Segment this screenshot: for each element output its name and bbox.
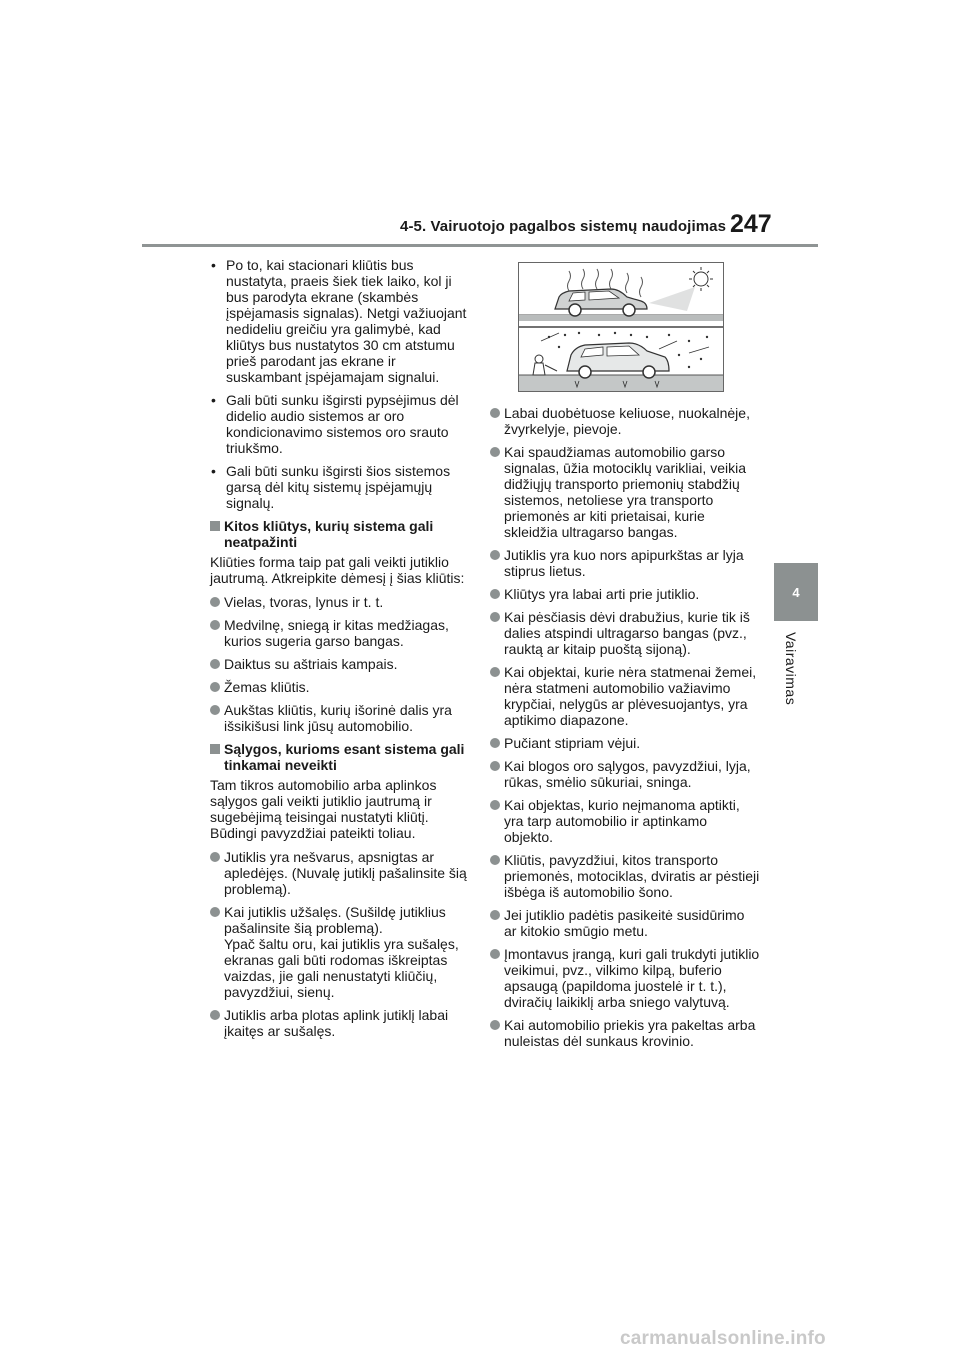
- list-item: Jutiklis arba plotas aplink jutiklį labai įkaitęs ar sušalęs.: [210, 1007, 472, 1039]
- list-item: Labai duobėtuose keliuose, nuokalnėje, žvyrkelyje, pievoje.: [490, 405, 760, 437]
- dot-bullet-icon: [210, 1010, 220, 1020]
- dot-bullet-icon: [490, 910, 500, 920]
- dot-bullet-icon: [210, 620, 220, 630]
- heat-scene: [519, 267, 723, 321]
- list-item: Jei jutiklio padėtis pasikeitė susidūrimo ar kitokio smūgio metu.: [490, 907, 760, 939]
- list-item: Aukštas kliūtis, kurių išorinė dalis yra išsikišusi link jūsų automobilio.: [210, 702, 472, 734]
- dot-bullet-icon: [490, 800, 500, 810]
- dot-bullet-icon: [210, 907, 220, 917]
- dot-bullet-icon: [490, 761, 500, 771]
- chapter-number: 4: [792, 584, 800, 600]
- section-heading: Sąlygos, kurioms esant sistema gali tinkamai neveikti: [210, 741, 472, 773]
- dot-bullet-icon: [210, 659, 220, 669]
- list-item: Kai objektas, kurio neįmanoma aptikti, yra tarp automobilio ir aptinkamo objekto.: [490, 797, 760, 845]
- list-item: Kai blogos oro sąlygos, pavyzdžiui, lyja, rūkas, smėlio sūkuriai, sninga.: [490, 758, 760, 790]
- snow-scene: [519, 332, 723, 391]
- list-item: Vielas, tvoras, lynus ir t. t.: [210, 594, 472, 610]
- list-item: Kliūtis, pavyzdžiui, kitos transporto priemonės, motociklas, dviratis ar pėstieji išbėga iš automobilio šono.: [490, 852, 760, 900]
- weather-illustration: [518, 262, 724, 392]
- dot-bullet-icon: [210, 597, 220, 607]
- left-column: [210, 257, 472, 1046]
- header-rule: [142, 244, 818, 247]
- dot-bullet-icon: [490, 550, 500, 560]
- dot-bullet-icon: [210, 852, 220, 862]
- dash-item: • Gali būti sunku išgirsti šios sistemos garsą dėl kitų sistemų įspėjamųjų signalų.: [211, 463, 451, 511]
- list-item: Medvilnę, sniegą ir kitas medžiagas, kurios sugeria garso bangas.: [210, 617, 472, 649]
- chapter-label: Vairavimas: [783, 632, 799, 706]
- list-item: Jutiklis yra nešvarus, apsnigtas ar apledėjęs. (Nuvalę jutiklį pašalinsite šią problemą).: [210, 849, 472, 897]
- dot-bullet-icon: [490, 855, 500, 865]
- chapter-tab: [774, 563, 818, 621]
- dot-bullet-icon: [490, 612, 500, 622]
- list-item: Pučiant stipriam vėjui.: [490, 735, 760, 751]
- dash-item: • Po to, kai stacionari kliūtis bus nustatyta, praeis šiek tiek laiko, kol ji bus parodyta ekrane (skambės įspėjamasis signalas). Netgi važiuojant nedideliu greičiu yra galimybė, kad kliūtys bus nustatytos 30 cm atstumu prieš parodant jas ekrane ir suskambant įspėjamajam signalui.: [211, 257, 467, 385]
- list-item: Daiktus su aštriais kampais.: [210, 656, 472, 672]
- section-intro: Kliūties forma taip pat gali veikti jutiklio jautrumą. Atkreipkite dėmesį į šias kliūtis:: [210, 554, 465, 586]
- list-item: Žemas kliūtis.: [210, 679, 472, 695]
- dot-bullet-icon: [490, 667, 500, 677]
- page-number: 247: [730, 210, 772, 238]
- list-item: Kliūtys yra labai arti prie jutiklio.: [490, 586, 760, 602]
- list-item: Jutiklis yra kuo nors apipurkštas ar lyja stiprus lietus.: [490, 547, 760, 579]
- dot-bullet-icon: [490, 949, 500, 959]
- list-item: Įmontavus įrangą, kuri gali trukdyti jutiklio veikimui, pvz., vilkimo kilpą, buferio apsaugą (papildoma juostelė ir t. t.), dviračių laikiklį arba sniego valytuvą.: [490, 946, 760, 1010]
- dot-bullet-icon: [210, 705, 220, 715]
- list-item: Kai objektai, kurie nėra statmenai žemei, nėra statmeni automobilio važiavimo krypčiai, nelygūs ar plėvesuojantys, yra aptikimo diapazone.: [490, 664, 760, 728]
- list-item: Kai spaudžiamas automobilio garso signalas, ūžia motociklų varikliai, veikia didžiųjų transporto priemonių stabdžių sistemos, netoliese yra transporto priemonės ar kiti prietaisai, kurie skleidžia ultragarso bangas.: [490, 444, 760, 540]
- list-item: Kai pėsčiasis dėvi drabužius, kurie tik iš dalies atspindi ultragarso bangas (pvz., rauktą ar kitaip puoštą sijoną).: [490, 609, 760, 657]
- square-bullet-icon: [210, 744, 220, 754]
- dash-item: • Gali būti sunku išgirsti pypsėjimus dėl didelio audio sistemos ar oro kondicionavimo sistemos oro srauto triukšmo.: [211, 392, 459, 456]
- dot-bullet-icon: [490, 1020, 500, 1030]
- dot-bullet-icon: [490, 589, 500, 599]
- section-intro: Tam tikros automobilio arba aplinkos sąlygos gali veikti jutiklio jautrumą ir sugebėjimą teisingai nustatyti kliūtį. Būdingi pavyzdžiai pateikti toliau.: [210, 777, 437, 841]
- dot-bullet-icon: [490, 738, 500, 748]
- watermark[interactable]: carmanualsonline.info: [620, 1328, 826, 1349]
- dot-bullet-icon: [490, 408, 500, 418]
- right-column: [490, 405, 760, 1056]
- section-heading: Kitos kliūtys, kurių sistema gali neatpažinti: [210, 518, 472, 550]
- list-item: Kai automobilio priekis yra pakeltas arba nuleistas dėl sunkaus krovinio.: [490, 1017, 760, 1049]
- square-bullet-icon: [210, 521, 220, 531]
- dot-bullet-icon: [490, 447, 500, 457]
- list-item: Kai jutiklis užšalęs. (Sušildę jutiklius pašalinsite šią problemą). Ypač šaltu oru, kai jutiklis yra sušalęs, ekranas gali būti rodomas iškreiptas vaizdas, jie gali nenustatyti kliūčių, pavyzdžiui, sienų.: [210, 904, 472, 1000]
- dot-bullet-icon: [210, 682, 220, 692]
- section-title: 4-5. Vairuotojo pagalbos sistemų naudojimas: [400, 218, 727, 235]
